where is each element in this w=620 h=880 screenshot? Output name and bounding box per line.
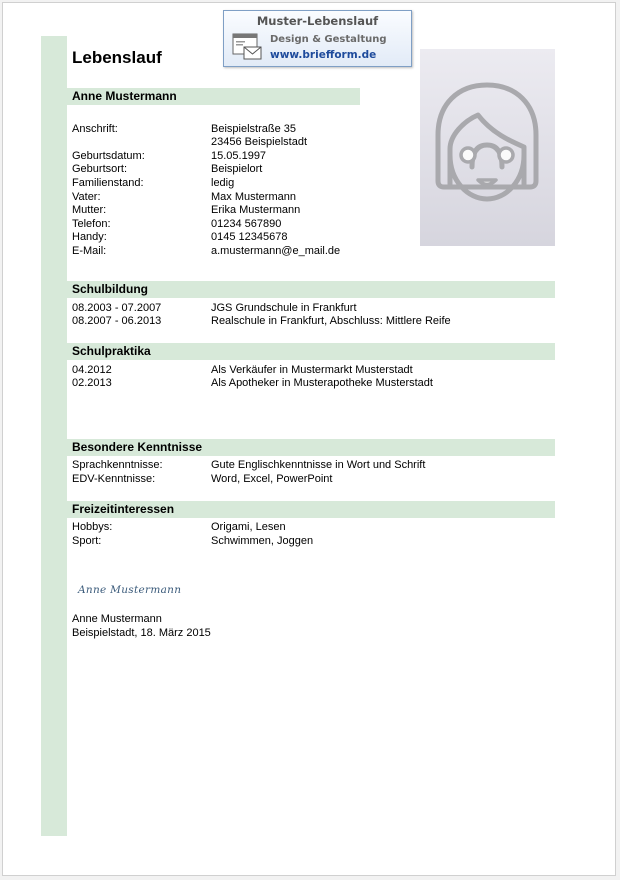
value-geburtsdatum: 15.05.1997 <box>211 150 267 162</box>
label-geburtsort: Geburtsort: <box>72 163 128 175</box>
schulbildung-date-2: 08.2007 - 06.2013 <box>72 315 162 327</box>
value-sprachkenntnisse: Gute Englischkenntnisse in Wort und Schrift <box>211 459 426 471</box>
document-title: Lebenslauf <box>72 48 162 67</box>
label-handy: Handy: <box>72 231 107 243</box>
stamp-subtitle: Design & Gestaltung <box>270 34 387 45</box>
section-personal-heading <box>67 88 360 105</box>
section-kenntnisse-title: Besondere Kenntnisse <box>72 440 203 454</box>
section-schulpraktika-title: Schulpraktika <box>72 344 151 358</box>
value-street: Beispielstraße 35 <box>211 123 296 135</box>
label-telefon: Telefon: <box>72 218 111 230</box>
schulbildung-value-2: Realschule in Frankfurt, Abschluss: Mittlere Reife <box>211 315 451 327</box>
label-vater: Vater: <box>72 191 101 203</box>
section-personal-title: Anne Mustermann <box>72 89 177 103</box>
label-hobbys: Hobbys: <box>72 521 113 533</box>
value-geburtsort: Beispielort <box>211 163 263 175</box>
value-familienstand: ledig <box>211 177 235 189</box>
label-anschrift: Anschrift: <box>72 123 118 135</box>
label-sprachkenntnisse: Sprachkenntnisse: <box>72 459 163 471</box>
sidebar-stripe <box>41 36 67 836</box>
section-freizeit-title: Freizeitinteressen <box>72 502 175 516</box>
label-sport: Sport: <box>72 535 102 547</box>
label-mutter: Mutter: <box>72 204 107 216</box>
section-schulbildung-title: Schulbildung <box>72 282 148 296</box>
label-familienstand: Familienstand: <box>72 177 144 189</box>
value-mutter: Erika Mustermann <box>211 204 301 216</box>
label-geburtsdatum: Geburtsdatum: <box>72 150 145 162</box>
value-city: 23456 Beispielstadt <box>211 136 308 148</box>
handwritten-signature: Anne Mustermann <box>78 584 182 596</box>
schulpraktika-value-2: Als Apotheker in Musterapotheke Musterstadt <box>211 377 433 389</box>
schulpraktika-date-2: 02.2013 <box>72 377 112 389</box>
label-edv-kenntnisse: EDV-Kenntnisse: <box>72 473 156 485</box>
value-edv-kenntnisse: Word, Excel, PowerPoint <box>211 473 333 485</box>
section-kenntnisse-heading <box>67 439 555 456</box>
woman-avatar-icon <box>420 49 555 246</box>
value-sport: Schwimmen, Joggen <box>211 535 314 547</box>
value-email[interactable]: a.mustermann@e_mail.de <box>211 245 341 257</box>
schulpraktika-value-1: Als Verkäufer in Mustermarkt Musterstadt <box>211 364 413 376</box>
signature-place-date: Beispielstadt, 18. März 2015 <box>72 627 211 639</box>
value-telefon: 01234 567890 <box>211 218 282 230</box>
value-handy: 0145 12345678 <box>211 231 288 243</box>
signature-name: Anne Mustermann <box>72 613 162 625</box>
schulpraktika-date-1: 04.2012 <box>72 364 112 376</box>
stamp-url[interactable]: www.briefform.de <box>270 49 377 61</box>
stamp-title: Muster-Lebenslauf <box>256 14 379 28</box>
value-vater: Max Mustermann <box>211 191 296 203</box>
schulbildung-value-1: JGS Grundschule in Frankfurt <box>211 302 357 314</box>
section-schulpraktika-heading <box>67 343 555 360</box>
label-email: E-Mail: <box>72 245 107 257</box>
schulbildung-date-1: 08.2003 - 07.2007 <box>72 302 162 314</box>
section-freizeit-heading <box>67 501 555 518</box>
photo-placeholder <box>420 49 555 246</box>
document-envelope-icon <box>232 33 262 61</box>
value-hobbys: Origami, Lesen <box>211 521 286 533</box>
template-stamp[interactable] <box>223 10 412 67</box>
section-schulbildung-heading <box>67 281 555 298</box>
